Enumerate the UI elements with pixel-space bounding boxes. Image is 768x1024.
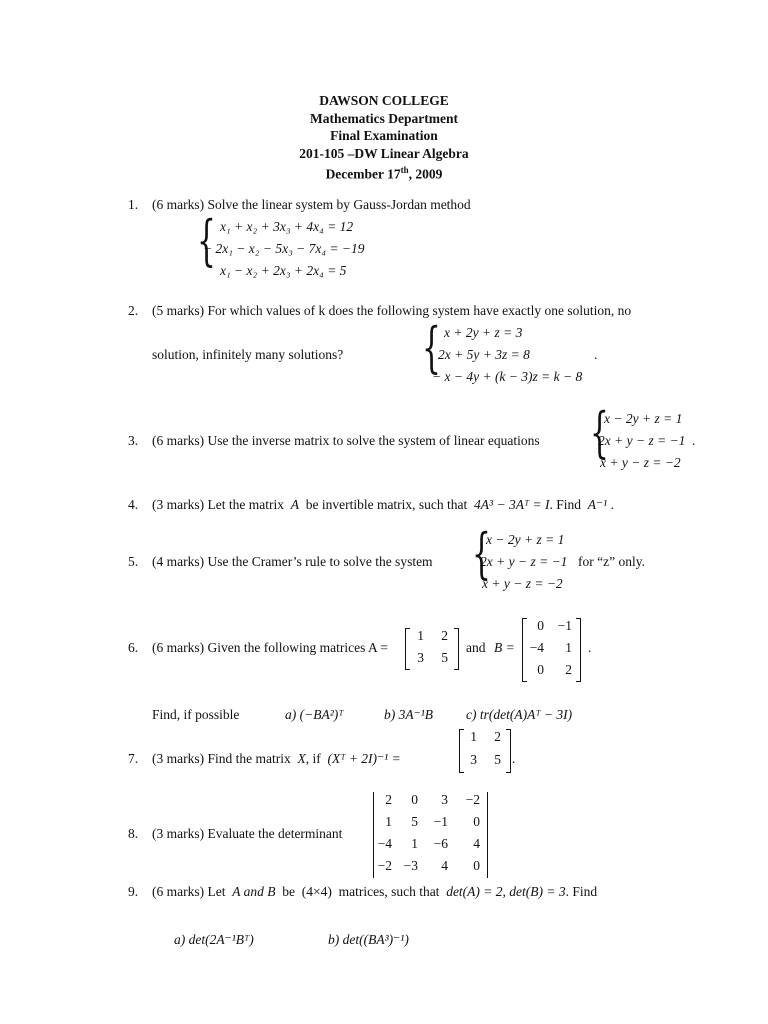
question-number: 8. — [128, 826, 139, 841]
find-label: Find, if possible — [152, 707, 240, 722]
matrix-b-label: B = — [494, 640, 515, 655]
question-number: 2. — [128, 303, 139, 318]
matrix-cell: −1 — [433, 814, 448, 829]
question-number: 4. — [128, 497, 139, 512]
matrix-cell: 1 — [565, 640, 572, 655]
part-a: a) det(2A⁻¹Bᵀ) — [174, 932, 254, 947]
course-code: 201-105 –DW Linear Algebra — [299, 145, 469, 161]
matrix-cell: 0 — [473, 858, 480, 873]
matrix-cell: 5 — [441, 650, 448, 665]
question-text: (3 marks) Evaluate the determinant — [152, 826, 343, 841]
equation-line: − x − 4y + (k − 3)z = k − 8 — [432, 369, 583, 384]
part-b: b) 3A⁻¹B — [384, 707, 434, 722]
matrix-cell: 2 — [565, 662, 572, 677]
matrix-cell: −6 — [433, 836, 448, 851]
equation-line: x + y − z = −2 — [482, 576, 563, 591]
question-text: (5 marks) For which values of k does the following system have exactly one solution, no — [152, 303, 632, 318]
equation-line: x + 2y + z = 3 — [444, 325, 523, 340]
matrix-cell: 5 — [494, 752, 501, 767]
matrix-cell: 2 — [441, 628, 448, 643]
end-period: . — [594, 347, 598, 362]
part-c: c) tr(det(A)Aᵀ − 3I) — [466, 707, 573, 722]
question-number: 3. — [128, 433, 139, 448]
equation-line: 2x + y − z = −1 — [480, 554, 568, 569]
question-text: (4 marks) Use the Cramer’s rule to solve the system — [152, 554, 433, 569]
department-name: Mathematics Department — [309, 110, 459, 126]
matrix-cell: 1 — [385, 814, 392, 829]
matrix-bracket-right — [576, 618, 581, 682]
equation-line: 2x + y − z = −1 — [598, 433, 686, 448]
question-number: 7. — [128, 751, 139, 766]
matrix-cell: 0 — [411, 792, 418, 807]
matrix-cell: 4 — [473, 836, 480, 851]
question-tail: for “z” only. — [578, 554, 645, 569]
matrix-cell: −4 — [377, 836, 392, 851]
system-brace: { — [472, 522, 491, 585]
question-number: 5. — [128, 554, 139, 569]
exam-title: Final Examination — [330, 128, 438, 143]
question-number: 9. — [128, 884, 139, 899]
college-name: DAWSON COLLEGE — [319, 93, 449, 108]
question-text: (6 marks) Solve the linear system by Gauss-Jordan method — [152, 197, 471, 212]
question-number: 6. — [128, 640, 139, 655]
question-text-continued: solution, infinitely many solutions? — [152, 347, 344, 362]
and-word: and — [466, 640, 486, 655]
matrix-cell: 2 — [494, 729, 501, 744]
system-brace: { — [422, 316, 441, 379]
exam-date: December 17th, 2009 — [325, 165, 443, 182]
determinant-bar-right — [487, 792, 488, 878]
part-b: b) det((BA³)⁻¹) — [328, 932, 409, 947]
matrix-cell: 5 — [411, 814, 418, 829]
matrix-cell: −4 — [529, 640, 544, 655]
equation-line: x₁ − x₂ + 2x₃ + 2x₄ = 5 — [220, 263, 347, 278]
matrix-cell: 0 — [537, 618, 544, 633]
matrix-cell: −2 — [465, 792, 480, 807]
matrix-cell: 2 — [385, 792, 392, 807]
question-text: (6 marks) Use the inverse matrix to solve the system of linear equations — [152, 433, 540, 448]
matrix-cell: 1 — [417, 628, 424, 643]
find-expression: A⁻¹ — [587, 497, 608, 512]
matrix-cell: 3 — [441, 792, 448, 807]
matrix-bracket-right — [454, 628, 459, 670]
matrix-cell: −2 — [377, 858, 392, 873]
matrix-cell: 3 — [417, 650, 424, 665]
question-number: 1. — [128, 197, 139, 212]
question-text: (3 marks) Find the matrix X, if (Xᵀ + 2I)⁻¹ = — [152, 751, 401, 766]
system-brace: { — [197, 209, 216, 272]
matrix-cell: −1 — [557, 618, 572, 633]
condition-expression: det(A) = 2, det(B) = 3 — [446, 884, 566, 899]
end-period: . — [692, 433, 696, 448]
matrix-cell: 1 — [411, 836, 418, 851]
matrix-cell: 4 — [441, 858, 448, 873]
question-text: (3 marks) Let the matrix A be invertible matrix, such that 4A³ − 3Aᵀ = I. Find A⁻¹ . — [152, 497, 614, 512]
matrix-cell: 3 — [470, 752, 477, 767]
end-period: . — [512, 751, 516, 766]
matrix-expression: (Xᵀ + 2I)⁻¹ = — [327, 751, 401, 766]
equation-line: − 2x₁ − x₂ − 5x₃ − 7x₄ = −19 — [203, 241, 365, 256]
system-brace: { — [590, 401, 609, 464]
equation-line: x − 2y + z = 1 — [604, 411, 683, 426]
matrix-bracket-right — [506, 729, 511, 773]
matrix-cell: −3 — [403, 858, 418, 873]
equation-line: x − 2y + z = 1 — [486, 532, 565, 547]
equation-line: x + y − z = −2 — [600, 455, 681, 470]
question-text: (6 marks) Given the following matrices A = — [152, 640, 388, 655]
condition-expression: 4A³ − 3Aᵀ = I — [474, 497, 550, 512]
end-period: . — [588, 640, 592, 655]
matrix-cell: 0 — [537, 662, 544, 677]
question-text: (6 marks) Let A and B be (4×4) matrices, such that det(A) = 2, det(B) = 3. Find — [152, 884, 598, 899]
exam-header — [0, 92, 768, 180]
part-a: a) (−BA²)ᵀ — [285, 707, 344, 722]
matrix-cell: 0 — [473, 814, 480, 829]
equation-line: 2x + 5y + 3z = 8 — [438, 347, 530, 362]
equation-line: x₁ + x₂ + 3x₃ + 4x₄ = 12 — [220, 219, 354, 234]
matrix-cell: 1 — [470, 729, 477, 744]
